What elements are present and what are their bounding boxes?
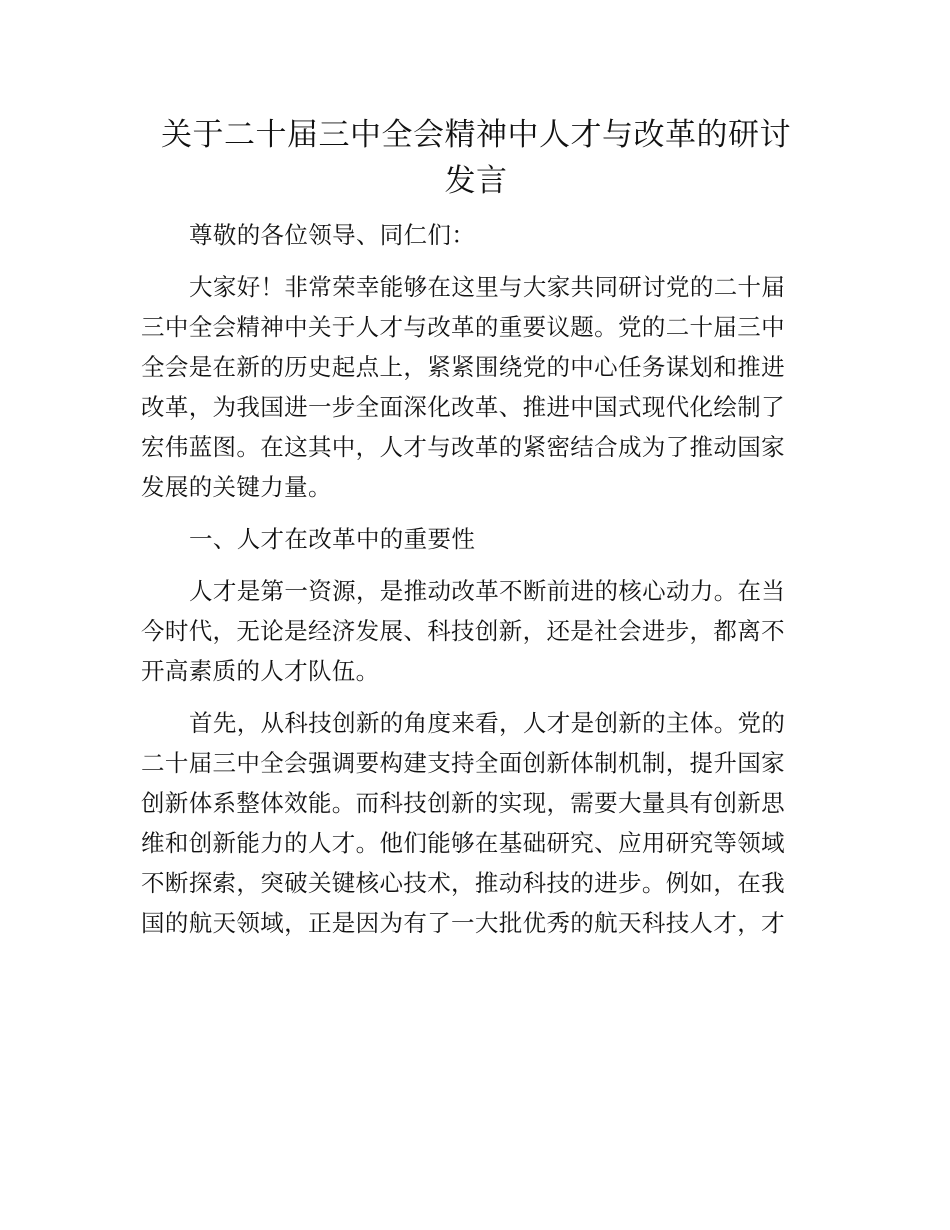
document-body — [141, 215, 811, 955]
intro-line: 宏伟蓝图。在这其中，人才与改革的紧密结合成为了推动国家 — [141, 433, 785, 461]
salutation-paragraph — [141, 215, 811, 255]
intro-line: 发展的关键力量。 — [141, 473, 332, 501]
salutation: 尊敬的各位领导、同仁们： — [189, 221, 476, 249]
document-title — [141, 112, 811, 204]
intro-line: 三中全会精神中关于人才与改革的重要议题。党的二十届三中 — [141, 313, 785, 341]
section-1-p2-line: 国的航天领域，正是因为有了一大批优秀的航天科技人才，才 — [141, 909, 785, 937]
section-heading-paragraph — [141, 519, 811, 559]
intro-paragraph — [141, 267, 811, 507]
section-1-paragraph-2 — [141, 703, 811, 943]
intro-line: 大家好！非常荣幸能够在这里与大家共同研讨党的二十届 — [189, 273, 786, 301]
section-1-p2-line: 创新体系整体效能。而科技创新的实现，需要大量具有创新思 — [141, 789, 785, 817]
section-1-heading: 一、人才在改革中的重要性 — [189, 525, 476, 553]
title-line-2: 发言 — [444, 163, 508, 199]
section-1-p2-line: 二十届三中全会强调要构建支持全面创新体制机制，提升国家 — [141, 749, 785, 777]
intro-line: 改革，为我国进一步全面深化改革、推进中国式现代化绘制了 — [141, 393, 785, 421]
title-line-1: 关于二十届三中全会精神中人才与改革的研讨 — [161, 117, 791, 153]
section-1-p1-line: 开高素质的人才队伍。 — [141, 657, 380, 685]
section-1-p2-line: 不断探索，突破关键核心技术，推动科技的进步。例如，在我 — [141, 869, 785, 897]
section-1-paragraph-1 — [141, 571, 811, 691]
intro-line: 全会是在新的历史起点上，紧紧围绕党的中心任务谋划和推进 — [141, 353, 785, 381]
section-1-p2-line: 首先，从科技创新的角度来看，人才是创新的主体。党的 — [189, 709, 786, 737]
section-1-p1-line: 人才是第一资源，是推动改革不断前进的核心动力。在当 — [189, 577, 786, 605]
section-1-p2-line: 维和创新能力的人才。他们能够在基础研究、应用研究等领域 — [141, 829, 785, 857]
section-1-p1-line: 今时代，无论是经济发展、科技创新，还是社会进步，都离不 — [141, 617, 785, 645]
